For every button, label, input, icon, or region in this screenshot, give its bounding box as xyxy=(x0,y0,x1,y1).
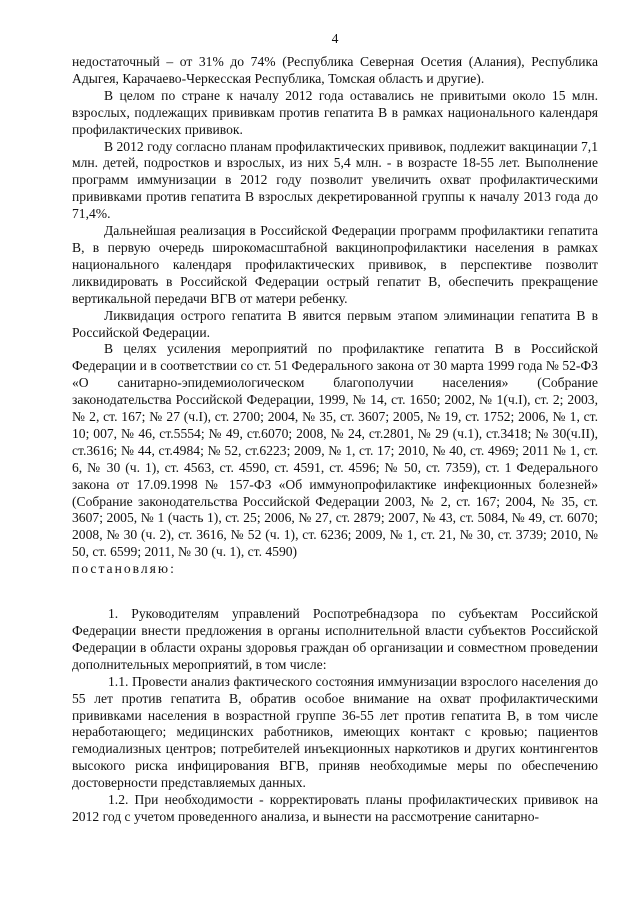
paragraph-elimination: Ликвидация острого гепатита В явится первым этапом элиминации гепатита В в Российской Федерации. xyxy=(72,307,598,340)
page-number: 4 xyxy=(331,31,339,46)
paragraph-further-implementation: Дальнейшая реализация в Российской Федерации программ профилактики гепатита В, в первую очередь широкомасштабной вакцинопрофилактики населения в рамках национального календаря профилактических прививок, в перспективе позволит ликвидировать в Российской Федерации острый гепатит В, обеспечить прекращение вертикальной передачи ВГВ от матери ребенку. xyxy=(72,223,598,306)
paragraph-item-1-1: 1.1. Провести анализ фактического состояния иммунизации взрослого населения до 55 лет против гепатита В, обратив особое внимание на охват профилактическими прививками населения в возрастной группе 36-55 лет против гепатита В, в том числе неработающего; медицинских работников, имеющих контакт с кровью; пациентов гемодиализных центров; потребителей инъекционных наркотиков и других контингентов высокого риска инфицирования ВГВ, приняв необходимые меры по обеспечению достоверности представляемых данных. xyxy=(72,673,598,791)
paragraph-legal-basis: В целях усиления мероприятий по профилактике гепатита В в Российской Федерации и в соответствии со ст. 51 Федерального закона от 30 марта 1999 года № 52-ФЗ «О санитарно-эпидемиологическом благополучии населения» (Собрание законодательства Российской Федерации, 1999, № 14, ст. 1650; 2002, № 1(ч.I), ст. 2; 2003, № 2, ст. 167; № 27 (ч.I), ст. 2700; 2004, № 35, ст. 3607; 2005, № 19, ст. 1752; 2006, № 1, ст. 10; 007, № 46, ст.5554; № 49, ст.6070; 2008, № 24, ст.2801, № 29 (ч.1), ст.3418; № 30(ч.II), ст.3616; № 44, ст.4984; № 52, ст.6223; 2009, № 1, ст. 17; 2010, № 40, ст. 4969; 2011 № 1, ст. 6, № 30 (ч. 1), ст. 4563, ст. 4590, ст. 4591, ст. 4596; № 50, ст. 7359), ст. 1 Федерального закона от 17.09.1998 № 157-ФЗ «Об иммунопрофилактике инфекционных болезней» (Собрание законодательства Российской Федерации 2003, № 2, ст. 167; 2004, № 35, ст. 3607; 2005, № 1 (часть 1), ст. 25; 2006, № 27, ст. 2879; 2007, № 43, ст. 5084, № 49, ст. 6070; 2008, № 30 (ч. 2), ст. 3616, № 52 (ч. 1), ст. 6236; 2009, № 1, ст. 21, № 30, ст. 3739; 2010, № 50, ст. 6599; 2011, № 30 (ч. 1), ст. 4590) xyxy=(72,341,598,560)
paragraph-unvaccinated-adults: В целом по стране к началу 2012 года оставались не привитыми около 15 млн. взрослых, подлежащих прививкам против гепатита В в рамках национального календаря профилактических прививок. xyxy=(72,87,598,137)
paragraph-vaccination-plan-2012: В 2012 году согласно планам профилактических прививок, подлежит вакцинации 7,1 млн. детей, подростков и взрослых, из них 5,4 млн. - в возрасте 18-55 лет. Выполнение программ иммунизации в 2012 году позволит увеличить охват профилактическими прививками против гепатита В взрослых декретированной группы к началу 2013 года до 71,4%. xyxy=(72,138,598,222)
section-gap xyxy=(72,578,598,606)
document-page xyxy=(72,30,598,890)
paragraph-item-1: 1. Руководителям управлений Роспотребнадзора по субъектам Российской Федерации внести предложения в органы исполнительной власти субъектов Российской Федерации в области охраны здоровья граждан об организации и совместном проведении дополнительных мероприятий, в том числе: xyxy=(72,606,598,672)
paragraph-resolve: постановляю: xyxy=(72,561,176,577)
paragraph-item-1-2: 1.2. При необходимости - корректировать планы профилактических прививок на 2012 год с учетом проведенного анализа, и вынести на рассмотрение санитарно- xyxy=(72,792,598,824)
paragraph-continuation: недостаточный – от 31% до 74% (Республика Северная Осетия (Алания), Республика Адыгея, Карачаево-Черкесская Республика, Томская область и другие). xyxy=(72,54,598,86)
